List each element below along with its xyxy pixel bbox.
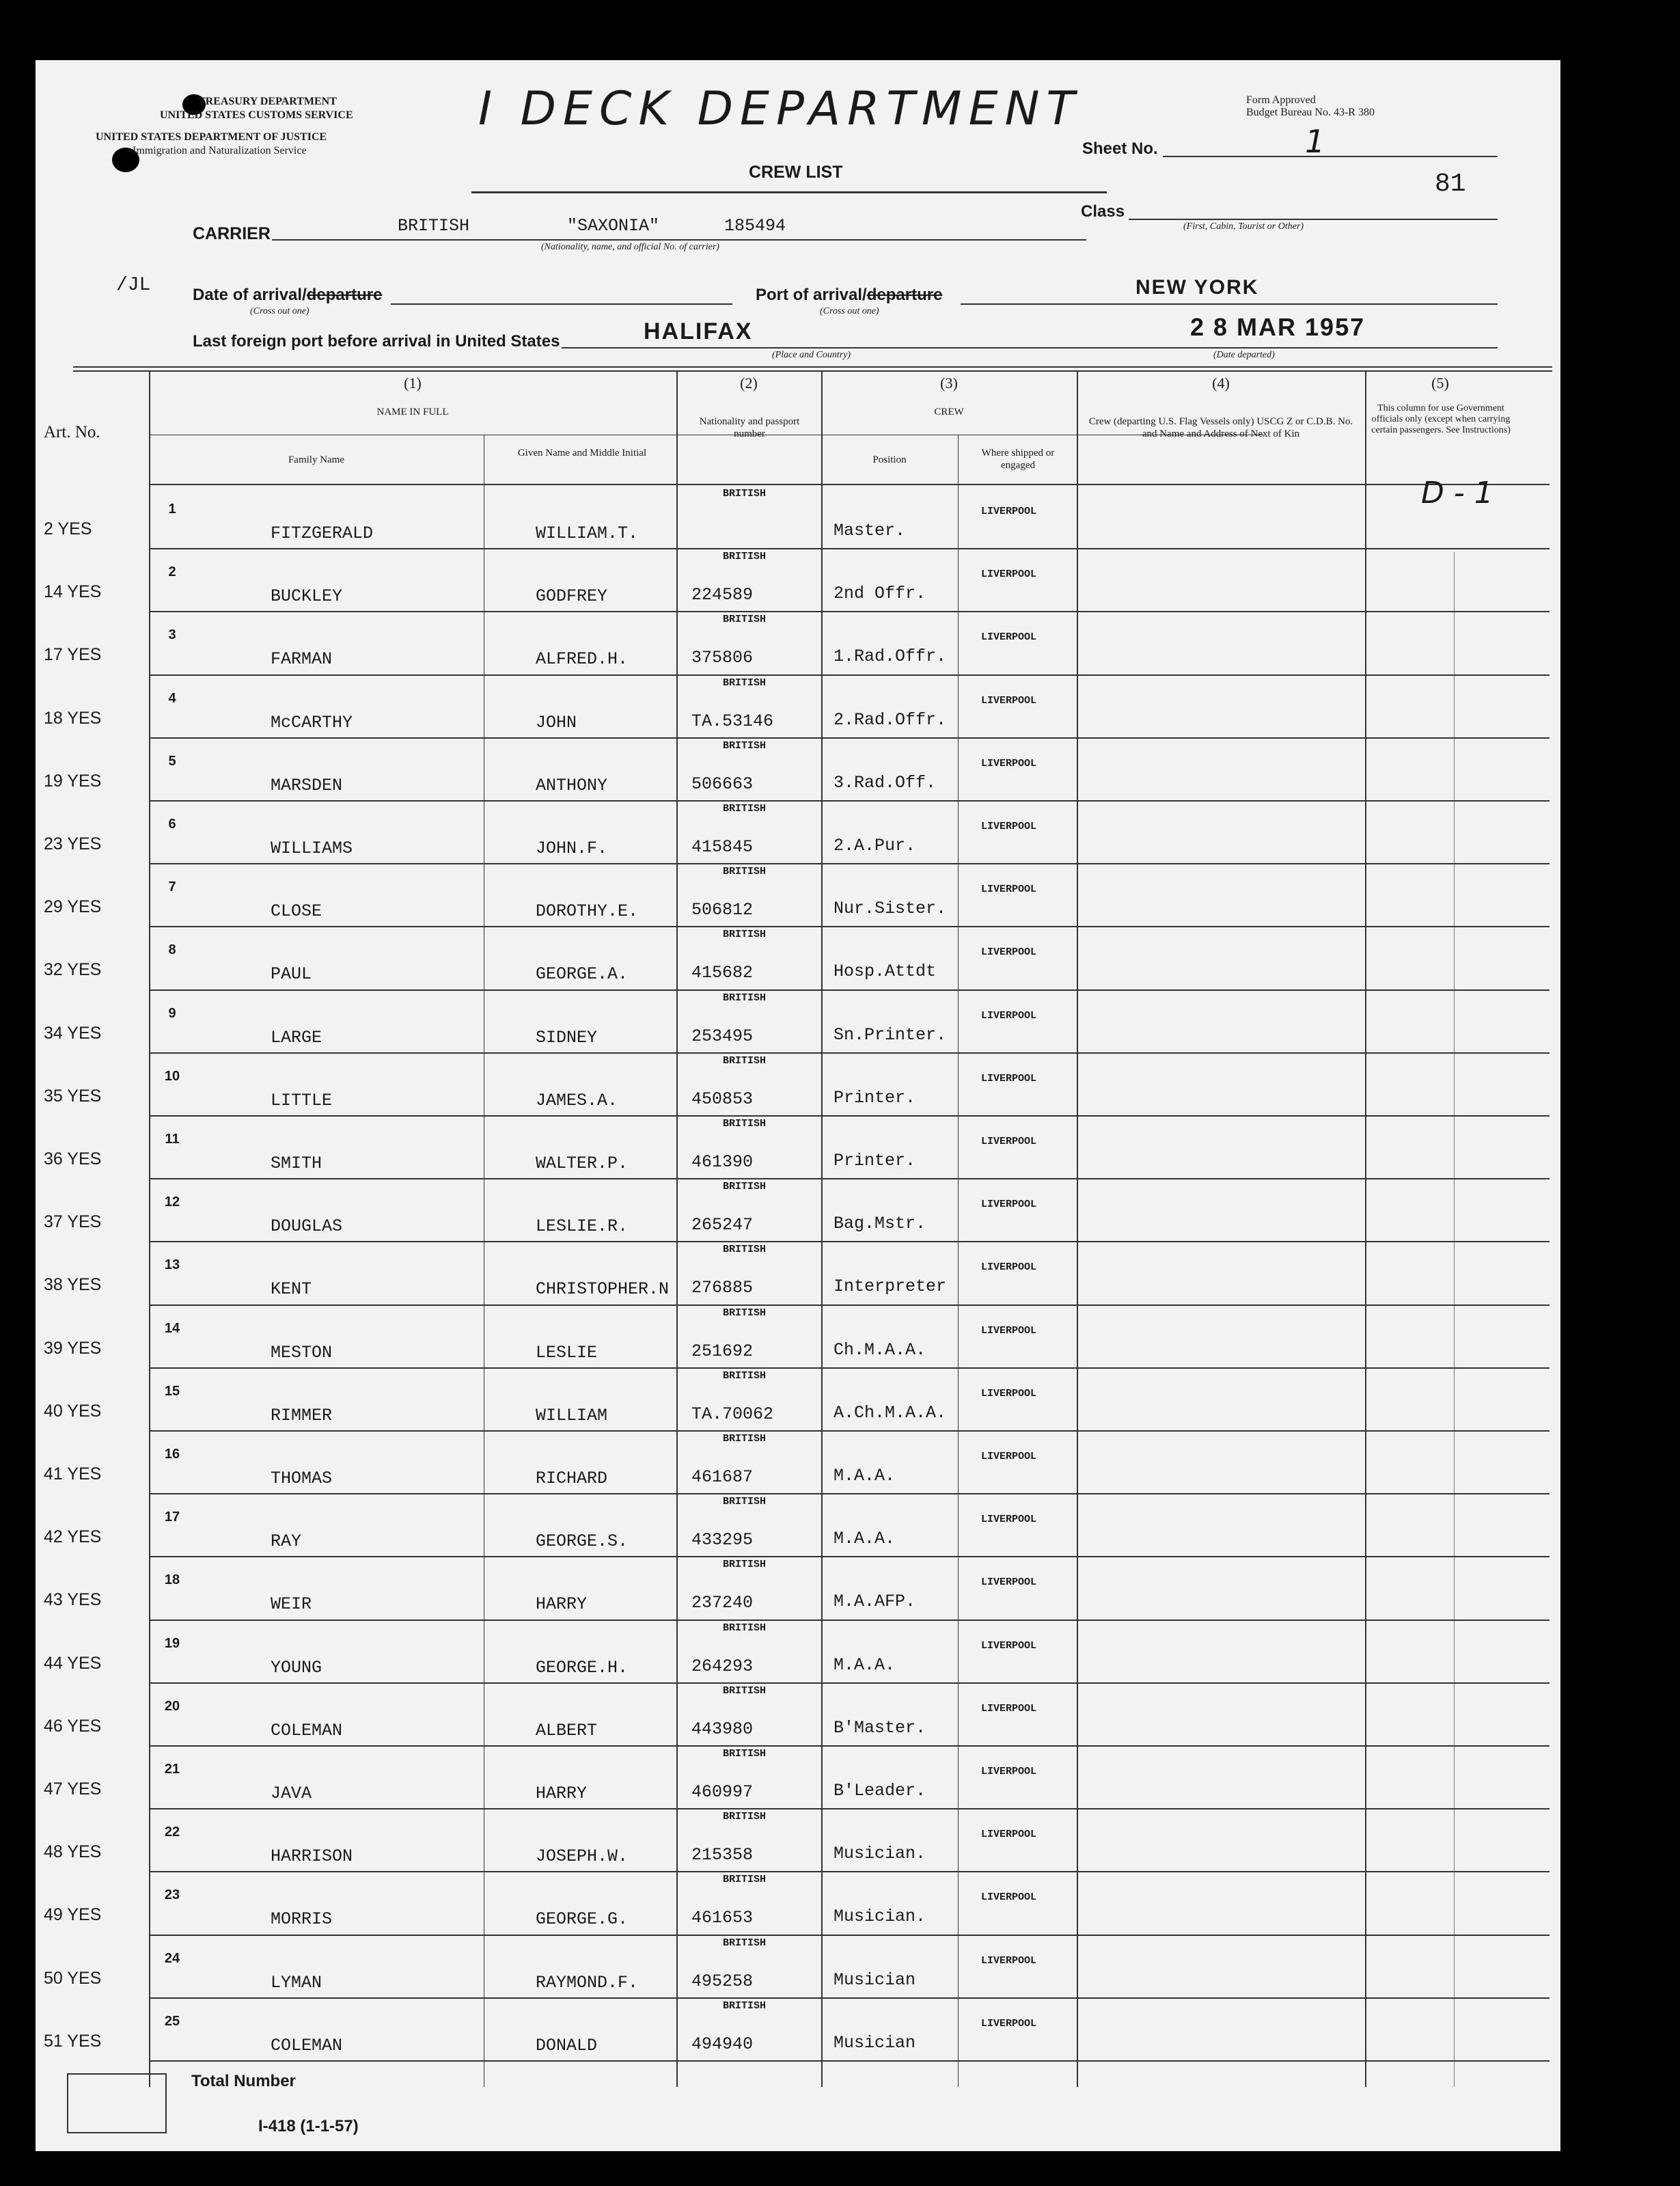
where-shipped: LIVERPOOL: [981, 1010, 1037, 1022]
row-number: 18: [164, 1572, 180, 1587]
last-port-label: Last foreign port before arrival in United States: [193, 332, 560, 351]
passport-number: 460997: [691, 1782, 754, 1802]
given-name: GEORGE.H.: [536, 1658, 629, 1678]
family-name: LITTLE: [271, 1091, 333, 1110]
cross-out-hint-1: (Cross out one): [250, 306, 309, 316]
art-number: 36 YES: [44, 1149, 102, 1169]
given-name: DOROTHY.E.: [536, 901, 639, 921]
family-name: RIMMER: [271, 1406, 333, 1425]
given-name: CHRISTOPHER.N: [536, 1279, 670, 1299]
art-number: 35 YES: [44, 1087, 102, 1106]
row-number: 20: [164, 1699, 180, 1714]
cross-out-hint-2: (Cross out one): [820, 306, 879, 316]
given-name: WALTER.P.: [536, 1153, 629, 1173]
crew-position: Musician: [834, 1970, 916, 1990]
where-shipped: LIVERPOOL: [981, 1073, 1037, 1084]
row-number: 14: [164, 1321, 180, 1336]
carrier-official-no: 185494: [724, 216, 786, 236]
row-number: 9: [168, 1006, 176, 1021]
row-divider: [149, 1556, 1550, 1557]
total-number-label: Total Number: [191, 2072, 296, 2090]
row-number: 12: [164, 1194, 180, 1210]
crew-position: 2nd Offr.: [834, 584, 926, 603]
row-divider: [149, 611, 1550, 612]
row-divider: [149, 800, 1550, 802]
crew-position: Nur.Sister.: [834, 899, 947, 918]
passport-number: 450853: [691, 1089, 754, 1109]
family-name: JAVA: [271, 1784, 312, 1803]
passport-number: 415682: [691, 963, 754, 983]
total-number-box: [67, 2073, 167, 2133]
row-number: 4: [168, 691, 176, 706]
row-number: 22: [164, 1825, 180, 1840]
sheet-line: [1163, 156, 1498, 157]
carrier-hint: (Nationality, name, and official No. of carrier): [541, 242, 719, 252]
crew-position: Musician.: [834, 1907, 926, 1926]
last-port-line: [562, 347, 1059, 349]
passport-number: 265247: [691, 1215, 754, 1235]
crew-position: 2.Rad.Offr.: [834, 710, 947, 730]
passport-number: 224589: [691, 585, 754, 605]
crew-position: 1.Rad.Offr.: [834, 646, 947, 666]
header-bottom-line: [149, 484, 1550, 485]
where-shipped: LIVERPOOL: [981, 884, 1037, 895]
given-name: SIDNEY: [536, 1028, 598, 1048]
art-number: 37 YES: [44, 1212, 102, 1231]
crew-position: Ch.M.A.A.: [834, 1340, 926, 1360]
given-name: LESLIE.R.: [536, 1216, 629, 1236]
family-name: CLOSE: [271, 901, 322, 921]
art-number: 23 YES: [44, 834, 102, 853]
sheet-number: 1: [1305, 123, 1325, 160]
crew-position: Sn.Printer.: [834, 1025, 947, 1045]
col-divider: [149, 370, 150, 2087]
family-name: RAY: [271, 1531, 302, 1551]
nationality: BRITISH: [723, 1055, 767, 1067]
where-shipped: LIVERPOOL: [981, 821, 1037, 832]
crew-position: 2.A.Pur.: [834, 836, 916, 856]
row-divider: [149, 1997, 1550, 1999]
passport-number: 495258: [691, 1971, 754, 1991]
family-name: WEIR: [271, 1594, 312, 1614]
row-number: 3: [168, 627, 176, 642]
col-divider: [1365, 370, 1366, 2087]
art-number: 34 YES: [44, 1024, 102, 1043]
sheet-label: Sheet No.: [1082, 139, 1158, 158]
family-name: COLEMAN: [271, 2036, 343, 2055]
passport-number: 506663: [691, 774, 754, 794]
nationality: BRITISH: [723, 1244, 767, 1255]
agency-treasury: TREASURY DEPARTMENT: [198, 96, 337, 107]
crew-position: Printer.: [834, 1088, 916, 1108]
family-name: MARSDEN: [271, 776, 343, 795]
passport-number: 494940: [691, 2034, 754, 2054]
row-divider: [149, 1115, 1550, 1117]
col1-title: NAME IN FULL: [376, 407, 449, 418]
col5-handwritten-mark: D-1: [1421, 476, 1503, 510]
given-name: RICHARD: [536, 1468, 608, 1488]
art-number: 29 YES: [44, 897, 102, 916]
where-shipped: LIVERPOOL: [981, 569, 1037, 580]
form-approved: Form Approved: [1246, 94, 1316, 106]
passport-number: 251692: [691, 1341, 754, 1361]
art-number: 49 YES: [44, 1905, 102, 1924]
nationality: BRITISH: [723, 1622, 767, 1634]
art-number: 38 YES: [44, 1275, 102, 1294]
where-shipped: LIVERPOOL: [981, 695, 1037, 707]
where-shipped: LIVERPOOL: [981, 2018, 1037, 2030]
where-shipped: LIVERPOOL: [981, 506, 1037, 517]
passport-number: 237240: [691, 1593, 754, 1613]
last-port-stamp: HALIFAX: [644, 318, 753, 344]
col5-pencil-line: [1454, 552, 1455, 2087]
date-departed-hint: (Date departed): [1213, 350, 1275, 360]
carrier-label: CARRIER: [193, 224, 271, 243]
given-name: DONALD: [536, 2036, 598, 2055]
given-name: ANTHONY: [536, 776, 608, 795]
row-divider: [149, 737, 1550, 739]
art-number: 2 YES: [44, 519, 92, 538]
nationality: BRITISH: [723, 1370, 767, 1382]
row-number: 10: [164, 1069, 180, 1084]
family-name: KENT: [271, 1279, 312, 1299]
given-name: RAYMOND.F.: [536, 1973, 639, 1993]
col-divider: [1077, 370, 1078, 2087]
handwritten-title: I DECK DEPARTMENT: [478, 82, 1082, 136]
date-departed-stamp: 2 8 MAR 1957: [1190, 313, 1366, 341]
passport-number: 215358: [691, 1845, 754, 1865]
where-shipped: LIVERPOOL: [981, 1199, 1037, 1210]
nationality: BRITISH: [723, 1874, 767, 1885]
passport-number: 433295: [691, 1530, 754, 1550]
col2-number: (2): [740, 374, 758, 392]
row-divider: [149, 1871, 1550, 1872]
nationality: BRITISH: [723, 1811, 767, 1822]
row-number: 5: [168, 754, 176, 769]
given-name: JOSEPH.W.: [536, 1846, 629, 1866]
nationality: BRITISH: [723, 929, 767, 940]
crew-position: M.A.AFP.: [834, 1591, 916, 1611]
class-hint: (First, Cabin, Tourist or Other): [1183, 221, 1304, 232]
passport-number: 461390: [691, 1152, 754, 1172]
family-name: LYMAN: [271, 1973, 322, 1993]
nationality: BRITISH: [723, 551, 767, 562]
family-name: SMITH: [271, 1153, 322, 1173]
family-name-header: Family Name: [288, 454, 345, 465]
row-divider: [149, 1682, 1550, 1684]
family-name: MORRIS: [271, 1909, 333, 1929]
passport-number: TA.53146: [691, 711, 774, 731]
crew-position: Musician.: [834, 1844, 926, 1863]
row-number: 2: [168, 564, 176, 579]
row-number: 15: [164, 1384, 180, 1399]
crew-list-form: [36, 60, 1560, 2151]
port-arrival-label: Port of arrival/departure: [756, 286, 943, 304]
row-divider: [149, 1745, 1550, 1747]
family-name: FITZGERALD: [271, 523, 374, 543]
given-name: WILLIAM.T.: [536, 523, 639, 543]
crew-position: Printer.: [834, 1151, 916, 1171]
row-divider: [149, 1808, 1550, 1809]
class-line: [1129, 219, 1498, 220]
nationality: BRITISH: [723, 677, 767, 689]
given-name: JOHN.F.: [536, 838, 608, 858]
passport-number: 461653: [691, 1908, 754, 1928]
family-name: FARMAN: [271, 649, 333, 669]
given-name: HARRY: [536, 1594, 588, 1614]
where-shipped: LIVERPOOL: [981, 1766, 1037, 1777]
where-shipped: LIVERPOOL: [981, 1388, 1037, 1399]
col5-title: This column for use Government officials only (except when carrying certain passengers. See Instructions): [1371, 403, 1511, 435]
where-shipped: LIVERPOOL: [981, 1703, 1037, 1714]
crew-position: M.A.A.: [834, 1529, 896, 1548]
nationality: BRITISH: [723, 614, 767, 625]
family-name: WILLIAMS: [271, 838, 353, 858]
passport-number: 443980: [691, 1719, 754, 1739]
family-name: MESTON: [271, 1343, 333, 1363]
passport-number: TA.70062: [691, 1404, 774, 1424]
carrier-nationality: BRITISH: [398, 216, 470, 236]
art-number: 48 YES: [44, 1842, 102, 1861]
where-shipped: LIVERPOOL: [981, 758, 1037, 769]
row-number: 17: [164, 1509, 180, 1525]
crew-position: Musician: [834, 2033, 916, 2053]
passport-number: 461687: [691, 1467, 754, 1487]
date-departed-line: [1052, 347, 1498, 349]
col-divider: [676, 370, 678, 2087]
nationality: BRITISH: [723, 1748, 767, 1760]
where-shipped: LIVERPOOL: [981, 1891, 1037, 1903]
given-name: LESLIE: [536, 1343, 598, 1363]
crew-position: Interpreter: [834, 1276, 947, 1296]
row-number: 11: [165, 1132, 180, 1147]
class-label: Class: [1081, 202, 1125, 221]
col1-number: (1): [404, 374, 422, 392]
budget-bureau: Budget Bureau No. 43-R 380: [1246, 107, 1375, 118]
col3-number: (3): [940, 374, 958, 392]
row-number: 8: [168, 942, 176, 957]
port-arrival-line: [961, 303, 1498, 305]
row-divider: [149, 1430, 1550, 1432]
passport-number: 253495: [691, 1026, 754, 1046]
date-arrival-line: [391, 303, 732, 305]
where-shipped: LIVERPOOL: [981, 1514, 1037, 1525]
family-name: COLEMAN: [271, 1721, 343, 1740]
passport-number: 375806: [691, 648, 754, 668]
art-number: 41 YES: [44, 1464, 102, 1484]
row-number: 6: [168, 817, 176, 832]
nationality: BRITISH: [723, 1937, 767, 1949]
art-number: 50 YES: [44, 1969, 102, 1988]
crew-position: B'Leader.: [834, 1781, 926, 1801]
crew-position: M.A.A.: [834, 1655, 896, 1675]
row-divider: [149, 863, 1550, 864]
where-shipped: LIVERPOOL: [981, 1576, 1037, 1588]
form-number: I-418 (1-1-57): [258, 2117, 359, 2135]
passport-number: 276885: [691, 1278, 754, 1298]
row-number: 13: [164, 1257, 180, 1272]
passport-number: 415845: [691, 837, 754, 857]
carrier-name: "SAXONIA": [567, 216, 660, 236]
art-number: 44 YES: [44, 1654, 102, 1673]
crew-position: B'Master.: [834, 1718, 926, 1738]
row-number: 16: [164, 1447, 180, 1462]
where-shipped: LIVERPOOL: [981, 1261, 1037, 1273]
col3-title: CREW: [934, 407, 964, 418]
page-number: 81: [1435, 169, 1466, 199]
nationality: BRITISH: [723, 740, 767, 752]
crew-position: 3.Rad.Off.: [834, 773, 937, 793]
crew-position: Bag.Mstr.: [834, 1214, 926, 1233]
where-shipped: LIVERPOOL: [981, 1640, 1037, 1652]
nationality: BRITISH: [723, 1559, 767, 1570]
nationality: BRITISH: [723, 866, 767, 877]
date-arrival-label: Date of arrival/departure: [193, 286, 383, 304]
given-name: GEORGE.G.: [536, 1909, 629, 1929]
family-name: McCARTHY: [271, 713, 353, 733]
port-arrival-stamp: NEW YORK: [1135, 276, 1259, 299]
row-divider: [149, 1241, 1550, 1242]
nationality: BRITISH: [723, 992, 767, 1004]
crew-position: Hosp.Attdt: [834, 961, 937, 981]
art-number: 39 YES: [44, 1339, 102, 1358]
col4-number: (4): [1212, 374, 1230, 392]
art-number: 42 YES: [44, 1527, 102, 1546]
nationality: BRITISH: [723, 803, 767, 815]
art-number: 40 YES: [44, 1402, 102, 1421]
row-divider: [149, 1304, 1550, 1306]
art-number: 32 YES: [44, 960, 102, 979]
family-name: LARGE: [271, 1028, 322, 1048]
nationality: BRITISH: [723, 1496, 767, 1507]
row-divider: [149, 989, 1550, 991]
art-no-header: Art. No.: [44, 423, 100, 441]
nationality: BRITISH: [723, 2000, 767, 2012]
table-top-border: [73, 370, 1552, 372]
row-number: 24: [164, 1951, 180, 1966]
art-number: 46 YES: [44, 1717, 102, 1736]
where-shipped: LIVERPOOL: [981, 1325, 1037, 1337]
given-name: WILLIAM: [536, 1406, 608, 1425]
passport-number: 506812: [691, 900, 754, 920]
row-divider: [149, 1493, 1550, 1494]
given-name-header: Given Name and Middle Initial: [517, 448, 647, 459]
art-number: 19 YES: [44, 771, 102, 791]
crew-list-title: CREW LIST: [749, 163, 843, 182]
agency-ins: Immigration and Naturalization Service: [133, 145, 307, 156]
row-divider: [149, 1935, 1550, 1936]
row-number: 1: [168, 502, 176, 517]
row-divider: [149, 548, 1550, 549]
nationality: BRITISH: [723, 1181, 767, 1192]
given-name: GEORGE.A.: [536, 964, 629, 984]
table-top-border: [73, 366, 1552, 368]
col-divider: [958, 435, 959, 2087]
row-number: 19: [164, 1636, 180, 1651]
art-number: 18 YES: [44, 709, 102, 728]
family-name: YOUNG: [271, 1658, 322, 1678]
where-shipped: LIVERPOOL: [981, 946, 1037, 958]
given-name: ALBERT: [536, 1721, 598, 1740]
family-name: DOUGLAS: [271, 1216, 343, 1236]
where-shipped-header: Where shipped or engaged: [981, 448, 1055, 471]
family-name: HARRISON: [271, 1846, 353, 1866]
nationality: BRITISH: [723, 1118, 767, 1130]
where-shipped: LIVERPOOL: [981, 1136, 1037, 1147]
col5-number: (5): [1431, 374, 1449, 392]
row-divider: [149, 1052, 1550, 1054]
where-shipped: LIVERPOOL: [981, 1829, 1037, 1840]
nationality: BRITISH: [723, 488, 767, 500]
row-number: 21: [164, 1762, 180, 1777]
row-divider: [149, 1178, 1550, 1179]
art-number: 17 YES: [44, 645, 102, 664]
passport-number: 264293: [691, 1656, 754, 1676]
crew-position: M.A.A.: [834, 1466, 896, 1486]
col-divider: [821, 370, 823, 2087]
row-divider: [149, 2060, 1550, 2062]
agency-justice: UNITED STATES DEPARTMENT OF JUSTICE: [96, 131, 327, 143]
given-name: GODFREY: [536, 586, 608, 606]
given-name: GEORGE.S.: [536, 1531, 629, 1551]
crew-position: A.Ch.M.A.A.: [834, 1403, 947, 1423]
row-divider: [149, 674, 1550, 676]
art-number: 47 YES: [44, 1779, 102, 1799]
given-name: JOHN: [536, 713, 577, 733]
place-hint: (Place and Country): [772, 350, 851, 360]
nationality: BRITISH: [723, 1433, 767, 1445]
row-number: 25: [164, 2014, 180, 2029]
row-divider: [149, 1620, 1550, 1621]
position-header: Position: [872, 454, 907, 465]
where-shipped: LIVERPOOL: [981, 631, 1037, 643]
crew-position: Master.: [834, 521, 906, 541]
where-shipped: LIVERPOOL: [981, 1955, 1037, 1967]
nationality: BRITISH: [723, 1685, 767, 1697]
given-name: HARRY: [536, 1784, 588, 1803]
carrier-line: [272, 239, 1086, 241]
where-shipped: LIVERPOOL: [981, 1451, 1037, 1462]
row-divider: [149, 1367, 1550, 1369]
art-number: 14 YES: [44, 582, 102, 601]
title-underline: [471, 191, 1107, 193]
art-number: 43 YES: [44, 1590, 102, 1609]
nationality: BRITISH: [723, 1307, 767, 1319]
given-name: JAMES.A.: [536, 1091, 618, 1110]
art-number: 51 YES: [44, 2032, 102, 2051]
family-name: THOMAS: [271, 1468, 333, 1488]
family-name: BUCKLEY: [271, 586, 343, 606]
family-name: PAUL: [271, 964, 312, 984]
agency-customs: UNITED STATES CUSTOMS SERVICE: [160, 109, 353, 121]
row-number: 23: [164, 1887, 180, 1902]
col4-title: Crew (departing U.S. Flag Vessels only) USCG Z or C.D.B. No. and Name and Address of Next of Kin: [1088, 416, 1353, 439]
initials: /JL: [116, 275, 151, 296]
col2-title: Nationality and passport number: [699, 416, 800, 439]
row-number: 7: [168, 879, 176, 894]
row-divider: [149, 926, 1550, 927]
given-name: ALFRED.H.: [536, 649, 629, 669]
